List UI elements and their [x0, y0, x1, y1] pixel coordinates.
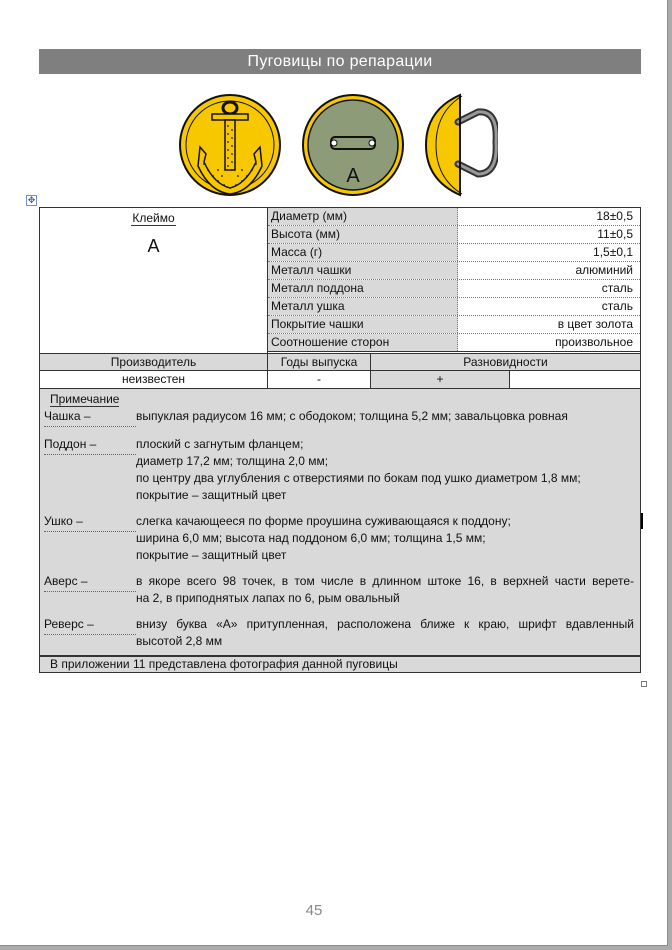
property-value: алюминий: [575, 263, 633, 277]
property-value: в цвет золота: [557, 317, 633, 331]
note-item: [44, 513, 634, 573]
property-name: Покрытие чашки: [268, 316, 458, 333]
property-name: Металл чашки: [268, 262, 458, 279]
property-row: [268, 262, 640, 280]
property-name: Соотношение сторон: [268, 334, 458, 351]
side-view-illustration: [426, 95, 496, 195]
table-values-row: [39, 371, 641, 389]
note-line: на 2, в приподнятых лапах по 6, рым овальный: [136, 591, 400, 605]
property-row: [268, 316, 640, 334]
note-item: [44, 436, 634, 513]
property-row: [268, 280, 640, 298]
years-value: -: [268, 371, 371, 388]
variant-1-value: +: [371, 371, 510, 388]
producer-header: Производитель: [40, 354, 268, 370]
note-text: [136, 616, 634, 650]
note-line: слегка качающееся по форме проушина суживающаяся к поддону;: [136, 514, 511, 528]
note-item: [44, 573, 634, 616]
producer-value: неизвестен: [40, 371, 268, 388]
klejmo-label: Клеймо: [132, 211, 175, 225]
property-name: Металл поддона: [268, 280, 458, 297]
years-header: Годы выпуска: [268, 354, 371, 370]
variants-header: Разновидности: [463, 355, 548, 369]
note-key: Чашка –: [44, 408, 136, 427]
note-line: выпуклая радиусом 16 мм; с ободоком; толщина 5,2 мм; завальцовка ровная: [136, 409, 568, 423]
note-line: внизу буква «А» притупленная, расположена ближе к краю, шрифт вдавленный: [136, 617, 634, 631]
table-header-row: [39, 353, 641, 371]
page-title: Пуговицы по репарации: [39, 49, 641, 74]
note-line: по центру два углубления с отверстиями по бокам под ушко диаметром 1,8 мм;: [136, 471, 581, 485]
property-value: 11±0,5: [597, 227, 633, 241]
property-value: сталь: [601, 299, 633, 313]
property-value: 1,5±0,1: [593, 245, 633, 259]
klejmo-cell: [40, 208, 268, 353]
klejmo-mark: А: [147, 236, 160, 256]
footer-note: В приложении 11 представлена фотография данной пуговицы: [39, 656, 641, 673]
note-line: покрытие – защитный цвет: [136, 548, 287, 562]
note-text: [136, 513, 634, 564]
property-row: [268, 208, 640, 226]
property-value: 18±0,5: [596, 209, 633, 223]
note-text: [136, 436, 634, 504]
property-value: сталь: [601, 281, 633, 295]
button-illustrations: [178, 92, 498, 202]
note-line: диаметр 17,2 мм; толщина 2,0 мм;: [136, 454, 329, 468]
page-number: 45: [305, 902, 323, 919]
table-top-section: [39, 207, 641, 353]
property-row: [268, 226, 640, 244]
notes-title: Примечание: [50, 392, 120, 406]
note-item: [44, 408, 634, 436]
notes-section: [39, 389, 641, 656]
variant-2-value: [510, 371, 640, 388]
note-key: Реверс –: [44, 616, 136, 635]
properties-list: [268, 208, 640, 352]
table-resize-handle[interactable]: [641, 681, 647, 687]
text-cursor: [641, 513, 643, 529]
note-line: плоский с загнутым фланцем;: [136, 437, 304, 451]
property-value: произвольное: [555, 335, 633, 349]
note-line: высотой 2,8 мм: [136, 634, 223, 648]
revers-letter: А: [346, 165, 360, 187]
note-key: Поддон –: [44, 436, 136, 455]
property-name: Диаметр (мм): [268, 208, 458, 225]
button-info-table: [39, 207, 641, 673]
table-move-handle-icon[interactable]: ✥: [27, 195, 36, 205]
avers-illustration: [180, 95, 280, 195]
note-line: ширина 6,0 мм; высота над поддоном 6,0 мм; толщина 1,5 мм;: [136, 531, 486, 545]
property-row: [268, 334, 640, 352]
note-line: в якоре всего 98 точек, в том числе в длинном штоке 16, в верхней части верете-: [136, 574, 634, 588]
note-text: [136, 408, 634, 436]
property-row: [268, 298, 640, 316]
note-key: Ушко –: [44, 513, 136, 532]
note-line: покрытие – защитный цвет: [136, 488, 287, 502]
property-name: Высота (мм): [268, 226, 458, 243]
note-text: [136, 573, 634, 607]
note-item: [44, 616, 634, 655]
property-name: Металл ушка: [268, 298, 458, 315]
note-key: Аверс –: [44, 573, 136, 592]
revers-illustration: [303, 95, 403, 195]
property-row: [268, 244, 640, 262]
property-name: Масса (г): [268, 244, 458, 261]
